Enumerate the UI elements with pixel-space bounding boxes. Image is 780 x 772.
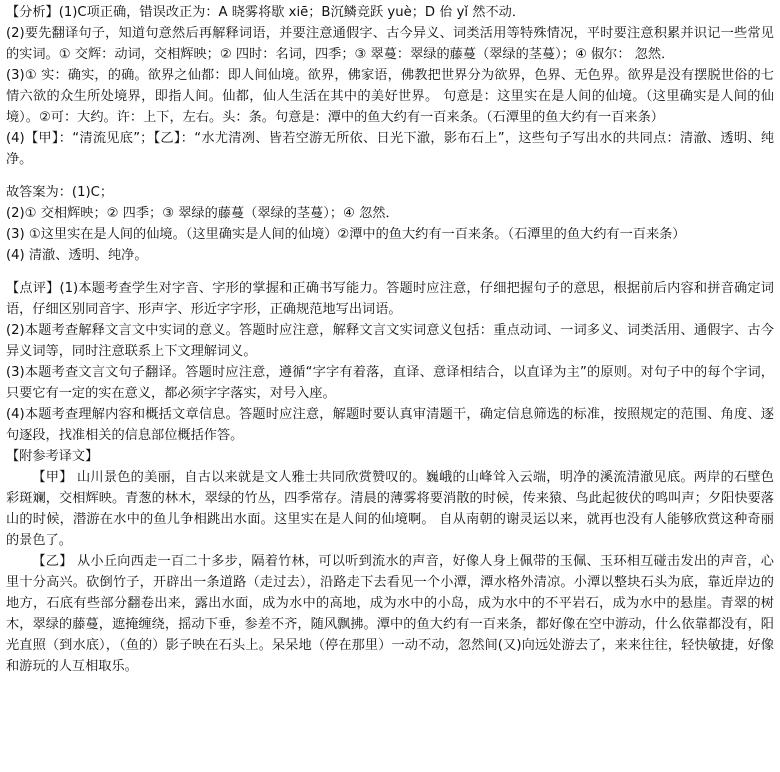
analysis-line-4: (4)【甲】：“清流见底”；【乙】：“水尤清冽、皆若空游无所依、日光下澈，影布石上”，这些句子写出水的共同点：清澈、透明、纯净。 [6, 131, 774, 167]
spacer [6, 170, 774, 182]
answer-line-2: (2)① 交相辉映；② 四季；③ 翠绿的藤蔓（翠绿的茎蔓）；④ 忽然． [6, 206, 399, 221]
analysis-line-2: (2)要先翻译句子，知道句意然后再解释词语，并要注意通假字、古今异义、词类活用等特殊情况，平时要注意积累并识记一些常见的实词。① 交辉：动词，交相辉映；② 四时：名词，四季；③ 翠蔓：翠绿的藤蔓（翠绿的茎蔓）；④ 俶尔： 忽然． [6, 26, 774, 62]
translation-paragraph-yi: 【乙】 从小丘向西走一百二十多步，隔着竹林，可以听到流水的声音，好像人身上佩带的玉佩、玉环相互碰击发出的声音，心里十分高兴。砍倒竹子，开辟出一条道路（走过去），沿路走下去看见一个小潭，潭水格外清凉。小潭以整块石头为底，靠近岸边的地方，石底有些部分翻卷出来，露出水面，成为水中的高地，成为水中的小岛，成为水中的不平岩石，成为水中的悬崖。青翠的树木，翠绿的藤蔓，遮掩缠绕，摇动下垂，参差不齐，随风飘拂。潭中的鱼大约有一百来条，都好像在空中游动，什么依靠都没有，阳光直照（到水底），（鱼的）影子映在石头上。呆呆地（停在那里）一动不动，忽然间(又)向远处游去了，来来往往，轻快敏捷，好像和游玩的人互相取乐。 [6, 554, 774, 674]
comment-section [6, 278, 774, 446]
answer-section [6, 182, 774, 266]
answer-line-4: (4) 清澈、透明、纯净。 [6, 248, 148, 263]
comment-line-1: 【点评】(1)本题考查学生对字音、字形的掌握和正确书写能力。答题时应注意，仔细把握句子的意思，根据前后内容和拼音确定词语，仔细区别同音字、形声字、形近字字形，正确规范地写出词语。 [6, 281, 774, 317]
comment-line-2: (2)本题考查解释文言文中实词的意义。答题时应注意，解释文言文实词意义包括：重点动词、一词多义、词类活用、通假字、古今异义词等，同时注意联系上下文理解词义。 [6, 323, 774, 359]
spacer [6, 266, 774, 278]
analysis-line-3: (3)① 实：确实，的确。欲界之仙都：即人间仙境。欲界，佛家语，佛教把世界分为欲界，色界、无色界。欲界是没有摆脱世俗的七情六欲的众生所处境界，即指人间。仙都，仙人生活在其中的美好世界。 句意是：这里实在是人间的仙境。（这里确实是人间的仙境）。②可：大约。许：上下，左右。头：条。句意是：潭中的鱼大约有一百来条。（石潭里的鱼大约有一百来条） [6, 68, 774, 125]
translation-paragraph-jia: 【甲】 山川景色的美丽，自古以来就是文人雅士共同欣赏赞叹的。巍峨的山峰耸入云端，明净的溪流清澈见底。两岸的石壁色彩斑斓，交相辉映。青葱的林木，翠绿的竹丛，四季常存。清晨的薄雾将要消散的时候，传来猿、鸟此起彼伏的鸣叫声；夕阳快要落山的时候，潜游在水中的鱼儿争相跳出水面。这里实在是人间的仙境啊。 自从南朝的谢灵运以来，就再也没有人能够欣赏这种奇丽的景色了。 [6, 470, 774, 548]
translation-section [6, 446, 774, 677]
comment-line-3: (3)本题考查文言文句子翻译。答题时应注意，遵循“字字有着落，直译、意译相结合，以直译为主”的原则。对句子中的每个字词，只要它有一定的实在意义，都必须字字落实，对号入座。 [6, 365, 774, 401]
answer-line-1: 故答案为：(1)C； [6, 185, 114, 200]
analysis-line-1: 【分析】(1)C项正确，错误改正为：A 晓雾将歇 xiē；B沉鳞竞跃 yuè；D 佁 yǐ 然不动． [6, 5, 526, 20]
translation-heading: 【附参考译文】 [6, 449, 99, 464]
comment-line-4: (4)本题考查理解内容和概括文章信息。答题时应注意，解题时要认真审清题干，确定信息筛选的标准，按照规定的范围、角度、逐句逐段，找准相关的信息部位概括作答。 [6, 407, 774, 443]
analysis-section [6, 2, 774, 170]
answer-line-3: (3) ①这里实在是人间的仙境。（这里确实是人间的仙境）②潭中的鱼大约有一百来条。（石潭里的鱼大约有一百来条） [6, 227, 686, 242]
